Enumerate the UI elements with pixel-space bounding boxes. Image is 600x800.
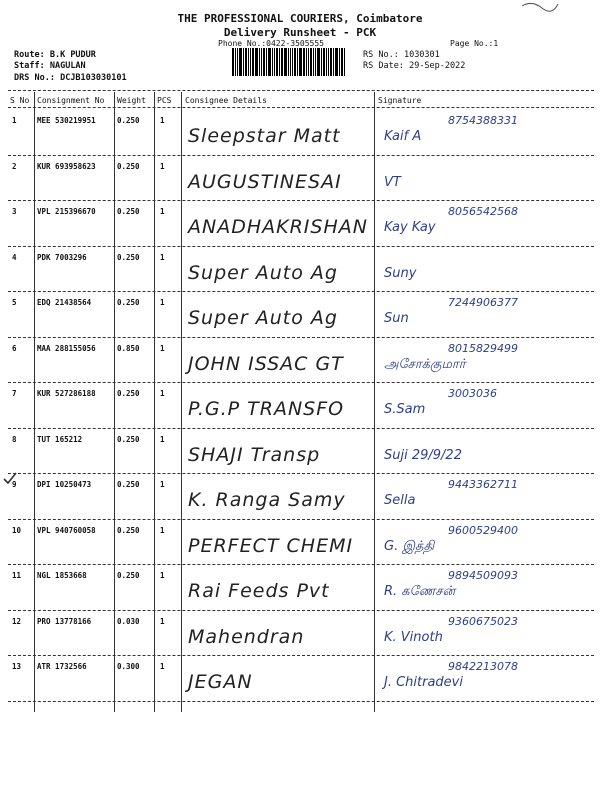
row-pcs: 1 (160, 616, 165, 626)
row-signature: Sella (384, 493, 416, 508)
row-signature: Suji 29/9/22 (384, 447, 462, 463)
row-weight: 0.250 (117, 161, 140, 171)
rs-no-line (363, 50, 440, 60)
col-sno: S No (10, 96, 30, 105)
row-signature: அசோக்குமார் (384, 356, 466, 372)
row-divider (8, 655, 594, 656)
row-weight: 0.250 (117, 525, 140, 535)
row-signature: R. கணேசன் (384, 584, 456, 599)
row-divider (8, 155, 594, 156)
col-pcs: PCS (157, 96, 172, 105)
rs-no-value: 1030301 (403, 50, 440, 60)
staff-line (14, 61, 86, 71)
route-value: B.K PUDUR (49, 50, 96, 60)
row-consignment-no: KUR 527286188 (37, 389, 96, 398)
row-weight: 0.250 (117, 434, 140, 444)
col-weight: Weight (117, 96, 146, 105)
row-phone-note: 8754388331 (448, 114, 518, 127)
rs-date-label: RS Date: (363, 61, 404, 71)
check-mark-icon (2, 470, 18, 486)
row-phone-note: 9842213078 (448, 660, 518, 673)
page-number: Page No.:1 (450, 39, 499, 48)
row-consignee: Rai Feeds Pvt (188, 580, 330, 602)
row-consignment-no: MEE 530219951 (37, 116, 96, 125)
row-sno: 5 (12, 298, 17, 307)
row-sno: 9 (12, 480, 17, 489)
row-consignee: K. Ranga Samy (188, 489, 346, 511)
col-divider (181, 92, 182, 712)
row-pcs: 1 (160, 116, 165, 125)
row-sno: 13 (12, 662, 22, 671)
row-pcs: 1 (160, 480, 165, 489)
row-signature: Suny (384, 265, 417, 281)
row-divider (8, 564, 594, 565)
col-consignment: Consignment No (37, 96, 105, 105)
row-consignment-no: PRO 13778166 (37, 616, 92, 626)
row-sno: 1 (12, 116, 17, 125)
row-sno: 8 (12, 434, 17, 444)
col-divider (154, 92, 155, 712)
row-divider (8, 473, 594, 474)
row-pcs: 1 (160, 571, 165, 580)
row-phone-note: 3003036 (448, 387, 497, 400)
row-phone-note: 8015829499 (448, 341, 518, 355)
row-sno: 6 (12, 343, 17, 353)
rs-date-value: 29-Sep-2022 (409, 61, 466, 71)
row-divider (8, 246, 594, 247)
row-signature: K. Vinoth (384, 629, 443, 645)
col-details: Consignee Details (185, 96, 267, 105)
row-divider (8, 200, 594, 201)
row-consignment-no: TUT 165212 (37, 434, 83, 444)
drs-line (14, 73, 127, 83)
row-signature: VT (384, 174, 401, 190)
row-signature: Sun (384, 311, 409, 326)
row-weight: 0.250 (117, 252, 140, 262)
row-consignee: AUGUSTINESAI (188, 170, 342, 193)
row-consignment-no: EDQ 21438564 (37, 298, 92, 307)
row-weight: 0.250 (117, 298, 140, 307)
row-weight: 0.250 (117, 571, 140, 580)
row-consignment-no: VPL 215396670 (37, 207, 96, 216)
col-signature: Signature (378, 96, 422, 105)
row-phone-note: 9443362711 (448, 478, 518, 491)
row-divider (8, 428, 594, 429)
drs-label: DRS No.: (14, 73, 55, 83)
row-divider (8, 701, 594, 702)
row-consignment-no: ATR 1732566 (37, 662, 87, 671)
row-divider (8, 291, 594, 292)
row-sno: 11 (12, 571, 22, 580)
row-pcs: 1 (160, 343, 165, 353)
header-rule-top (8, 90, 594, 91)
row-pcs: 1 (160, 525, 165, 535)
staff-label: Staff: (14, 61, 45, 71)
row-signature: Kaif A (384, 129, 422, 144)
row-sno: 3 (12, 207, 17, 216)
drs-value: DCJB103030101 (60, 73, 127, 83)
row-divider (8, 337, 594, 338)
row-pcs: 1 (160, 298, 165, 307)
row-consignment-no: DPI 10250473 (37, 480, 92, 489)
row-phone-note: 9360675023 (448, 614, 518, 628)
row-sno: 2 (12, 161, 17, 171)
row-sno: 10 (12, 525, 22, 535)
row-phone-note: 8056542568 (448, 205, 518, 218)
row-signature: Kay Kay (384, 220, 436, 235)
rs-no-label: RS No.: (363, 50, 399, 60)
row-phone-note: 7244906377 (448, 296, 518, 309)
row-weight: 0.300 (117, 662, 140, 671)
row-consignee: Mahendran (188, 625, 305, 648)
route-line (14, 50, 96, 60)
row-weight: 0.250 (117, 480, 140, 489)
phone-number: Phone No.:0422-3505555 (218, 39, 324, 48)
row-consignee: Sleepstar Matt (188, 125, 341, 147)
row-consignment-no: NGL 1853668 (37, 571, 87, 580)
row-consignee: JEGAN (188, 671, 253, 693)
staff-value: NAGULAN (49, 61, 86, 71)
row-phone-note: 9894509093 (448, 569, 518, 582)
row-sno: 4 (12, 252, 17, 262)
row-signature: G. இத்தி (384, 538, 435, 554)
row-consignment-no: KUR 693958623 (37, 161, 96, 171)
row-consignee: Super Auto Ag (188, 307, 338, 329)
col-divider (34, 92, 35, 712)
row-phone-note: 9600529400 (448, 523, 518, 537)
row-consignee: ANADHAKRISHAN (188, 216, 368, 238)
row-pcs: 1 (160, 207, 165, 216)
row-consignment-no: MAA 288155056 (37, 343, 96, 353)
row-consignee: PERFECT CHEMI (188, 534, 354, 557)
row-pcs: 1 (160, 252, 165, 262)
company-name: THE PROFESSIONAL COURIERS, Coimbatore (177, 12, 423, 25)
row-weight: 0.250 (117, 207, 140, 216)
row-divider (8, 382, 594, 383)
row-signature: J. Chitradevi (384, 675, 463, 690)
row-consignee: Super Auto Ag (188, 261, 338, 284)
row-weight: 0.250 (117, 116, 140, 125)
row-pcs: 1 (160, 389, 165, 398)
row-pcs: 1 (160, 434, 165, 444)
barcode (232, 48, 356, 76)
col-divider (374, 92, 375, 712)
row-divider (8, 610, 594, 611)
col-divider (114, 92, 115, 712)
row-weight: 0.250 (117, 389, 140, 398)
row-weight: 0.850 (117, 343, 140, 353)
row-consignment-no: PDK 7003296 (37, 252, 87, 262)
row-signature: S.Sam (384, 402, 426, 417)
route-label: Route: (14, 50, 45, 60)
row-pcs: 1 (160, 662, 165, 671)
row-sno: 7 (12, 389, 17, 398)
row-consignee: JOHN ISSAC GT (188, 352, 344, 375)
header-rule-bottom (8, 107, 594, 108)
row-consignee: P.G.P TRANSFO (188, 398, 345, 420)
row-sno: 12 (12, 616, 22, 626)
rs-date-line (363, 61, 465, 71)
row-pcs: 1 (160, 161, 165, 171)
row-divider (8, 519, 594, 520)
row-consignee: SHAJI Transp (188, 443, 321, 466)
sheet-title: Delivery Runsheet - PCK (223, 26, 377, 39)
row-weight: 0.030 (117, 616, 140, 626)
row-consignment-no: VPL 940760058 (37, 525, 96, 535)
